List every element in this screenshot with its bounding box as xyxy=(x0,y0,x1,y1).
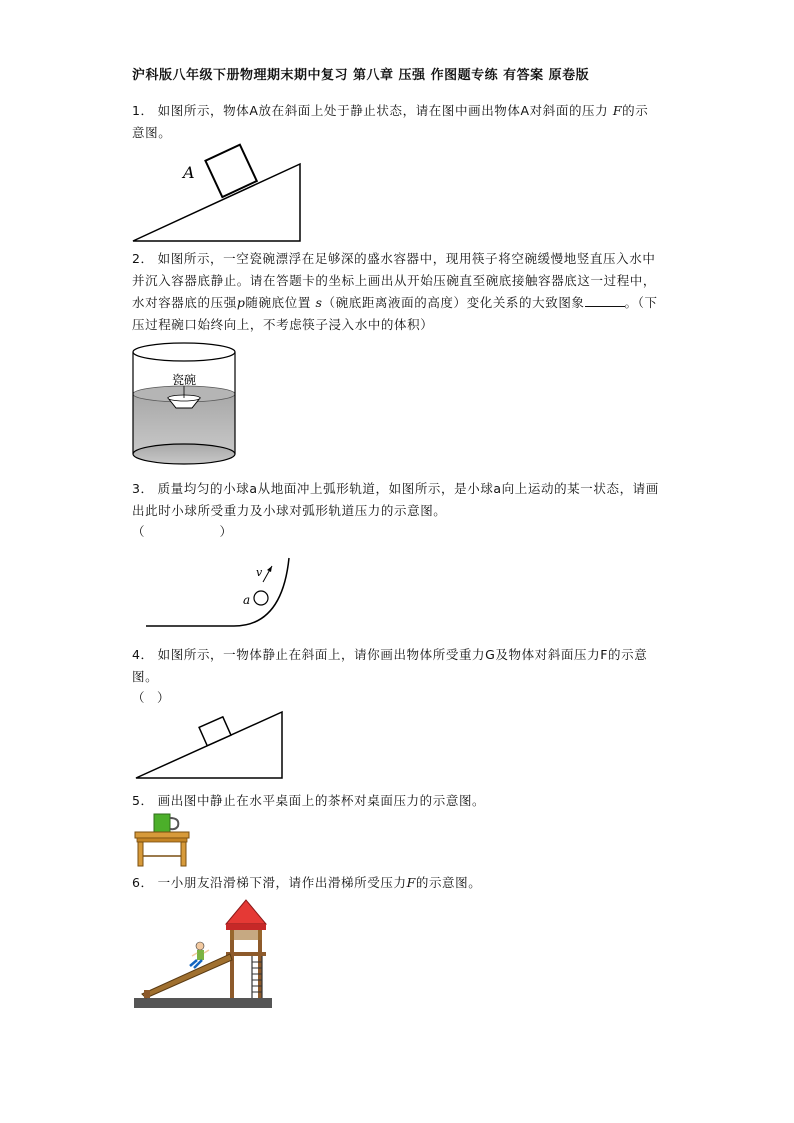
question-text: 的示意图。 xyxy=(132,103,649,140)
figure-incline-block xyxy=(134,710,286,780)
question-text: 的示意图。 xyxy=(415,875,482,890)
question-text: 画出图中静止在水平桌面上的茶杯对桌面压力的示意图。 xyxy=(157,793,486,808)
question-text: 如图所示，一物体静止在斜面上，请你画出物体所受重力G及物体对斜面压力F的示意图。 xyxy=(132,647,648,684)
question-number: 2． xyxy=(132,251,154,266)
question-text: 质量均匀的小球a从地面冲上弧形轨道，如图所示，是小球a向上运动的某一状态，请画出此时小球所受重力及小球对弧形轨道压力的示意图。 xyxy=(132,481,659,518)
question-text: 随碗底位置 xyxy=(245,295,311,310)
question-2 xyxy=(132,248,660,336)
question-5 xyxy=(132,790,660,812)
figure-table-cup xyxy=(134,812,190,868)
answer-parens[interactable]: （ ） xyxy=(132,524,233,539)
question-text: 如图所示，物体A放在斜面上处于静止状态，请在图中画出物体A对斜面的压力 xyxy=(157,103,609,118)
symbol-p: p xyxy=(236,295,246,310)
page-title: 沪科版八年级下册物理期末期中复习 第八章 压强 作图题专练 有答案 原卷版 xyxy=(132,68,590,83)
question-number: 5． xyxy=(132,793,154,808)
figure-container-bowl xyxy=(132,342,238,466)
symbol-F: F xyxy=(612,103,623,118)
question-1 xyxy=(132,100,660,144)
answer-blank[interactable] xyxy=(585,294,625,307)
question-text: 如图所示，一空瓷碗漂浮在足够深的盛水容器中，现用筷子将空碗缓慢地竖直压入水中并沉入容器底静止。请在答题卡的坐标上画出从开始压碗直至碗底接触容器底这一过程中，水对容器底的压强 xyxy=(132,251,657,310)
question-number: 3． xyxy=(132,481,154,496)
figure-slide xyxy=(134,898,274,1010)
question-number: 4． xyxy=(132,647,154,662)
symbol-s: s xyxy=(315,295,323,310)
question-4 xyxy=(132,644,660,688)
question-text: （碗底距离液面的高度）变化关系的大致图象 xyxy=(322,295,585,310)
velocity-label: v xyxy=(256,566,263,579)
ball-label: a xyxy=(243,593,251,607)
figure-label-a: A xyxy=(183,163,195,182)
answer-parens[interactable]: （ ） xyxy=(132,690,170,705)
question-text: 。（下压过程碗口始终向上，不考虑筷子浸入水中的体积） xyxy=(132,295,658,332)
figure-incline-block-a xyxy=(130,142,305,244)
figure-label-bowl: 瓷碗 xyxy=(172,373,197,387)
question-3 xyxy=(132,478,660,522)
question-number: 1． xyxy=(132,103,154,118)
question-number: 6． xyxy=(132,875,154,890)
symbol-F: F xyxy=(406,875,416,890)
figure-curved-track xyxy=(144,556,299,630)
question-text: 一小朋友沿滑梯下滑，请作出滑梯所受压力 xyxy=(157,875,407,890)
question-6 xyxy=(132,872,660,894)
